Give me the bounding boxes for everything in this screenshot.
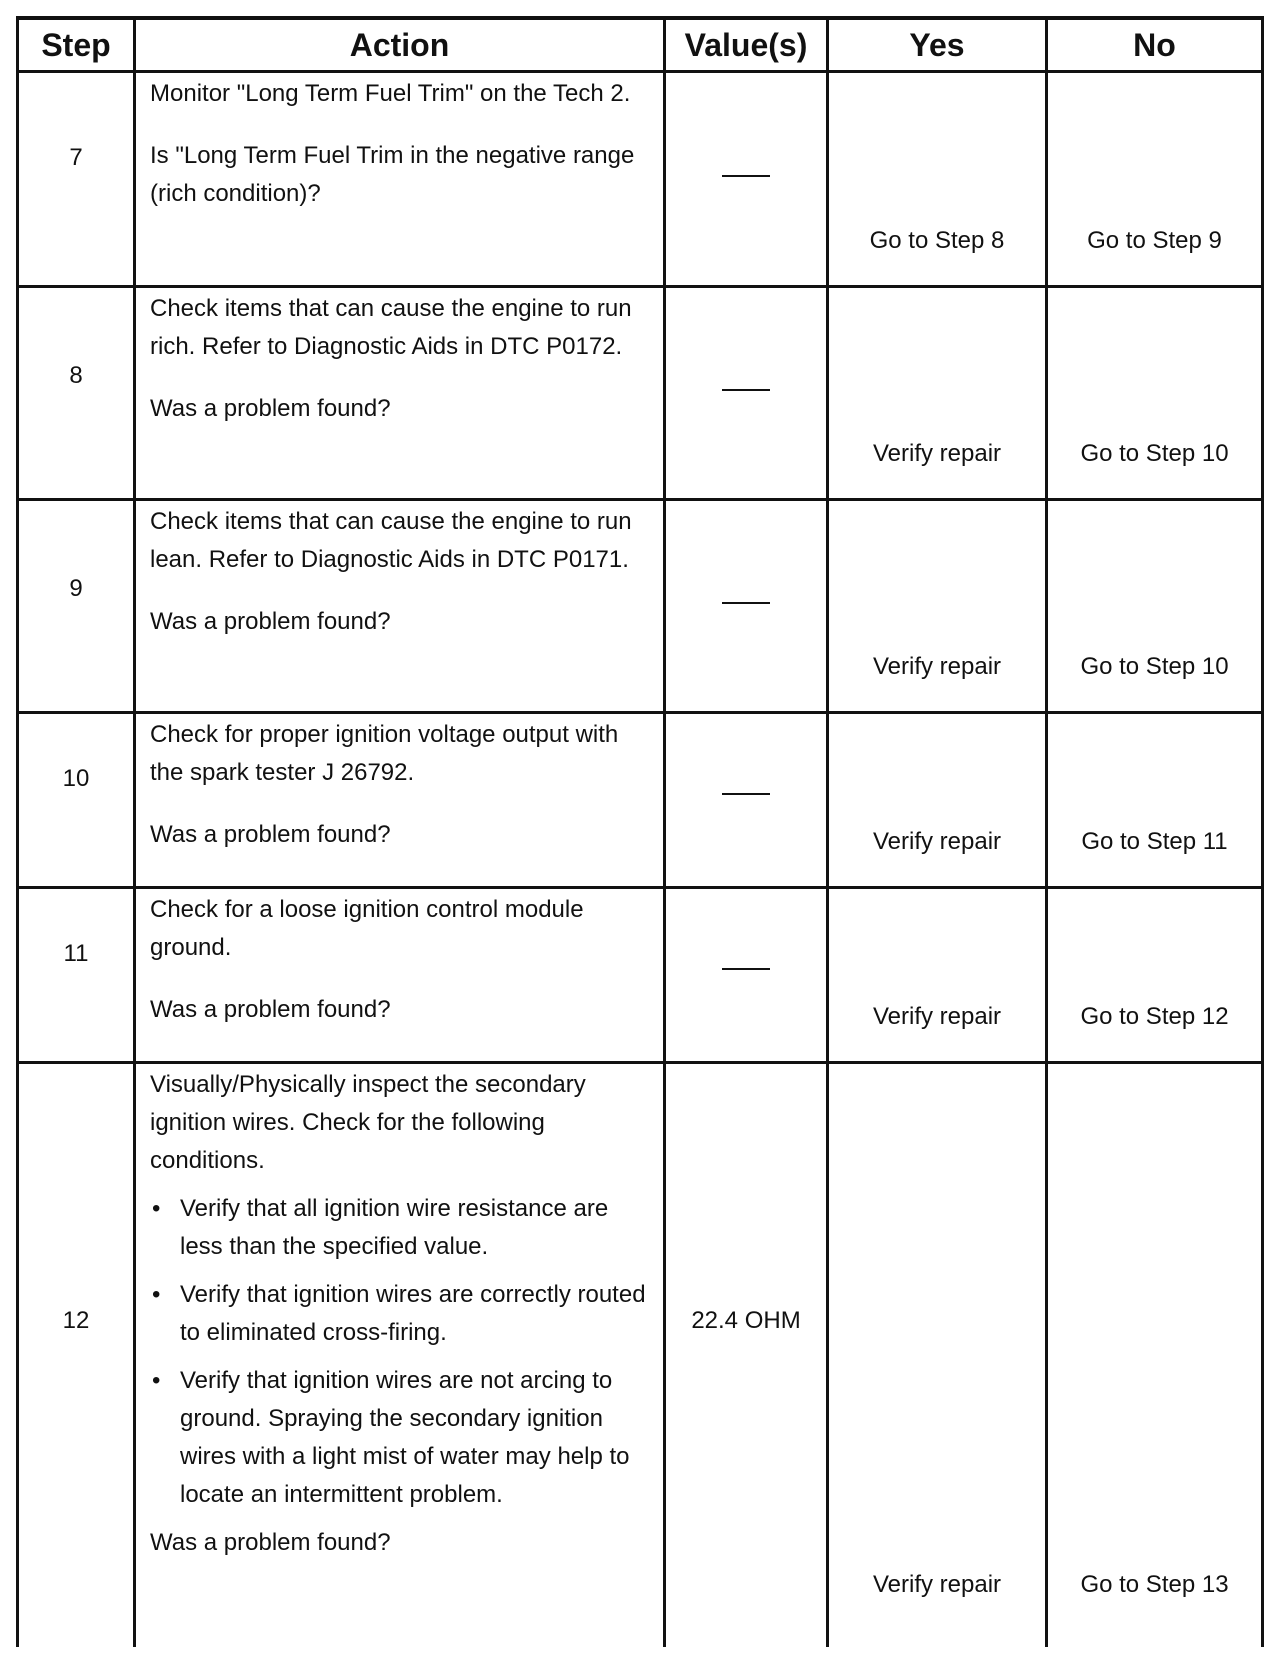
step-number: 7 (69, 143, 83, 171)
no-result: Go to Step 13 (1080, 1571, 1229, 1598)
yes-result: Verify repair (872, 1571, 1002, 1598)
value-dash (722, 968, 770, 970)
value-dash (722, 175, 770, 177)
step-number: 9 (69, 575, 83, 603)
no-result: Go to Step 11 (1081, 828, 1228, 855)
yes-result: Go to Step 8 (869, 227, 1005, 254)
yes-result: Verify repair (872, 653, 1002, 680)
list-item: • Verify that ignition wires are correctly routed to eliminated cross-firing. (150, 1276, 649, 1352)
no-result: Go to Step 12 (1080, 1003, 1229, 1030)
header-action: Action (133, 20, 663, 70)
no-result: Go to Step 9 (1087, 227, 1222, 254)
step-number: 8 (69, 362, 83, 390)
yes-result: Verify repair (872, 828, 1002, 855)
action-text: Check items that can cause the engine to run lean. Refer to Diagnostic Aids in DTC P0171. (150, 508, 632, 573)
table-row (16, 501, 1264, 714)
diagnostic-table (16, 16, 1264, 1647)
header-no: No (1045, 20, 1264, 70)
table-row (16, 73, 1264, 288)
table-row (16, 714, 1264, 889)
action-question: Was a problem found? (150, 395, 391, 422)
action-question: Was a problem found? (150, 608, 391, 635)
table-row (16, 1064, 1264, 1647)
header-yes: Yes (826, 20, 1045, 70)
value-dash (722, 602, 770, 604)
no-result: Go to Step 10 (1080, 653, 1229, 680)
action-text: Check items that can cause the engine to run rich. Refer to Diagnostic Aids in DTC P0172. (150, 295, 632, 360)
yes-result: Verify repair (872, 1003, 1002, 1030)
value-dash (722, 793, 770, 795)
step-number: 12 (62, 1306, 90, 1334)
action-text: Visually/Physically inspect the secondary ignition wires. Check for the following conditions. (150, 1071, 586, 1174)
yes-result: Verify repair (872, 440, 1002, 467)
header-values: Value(s) (663, 20, 826, 70)
action-text: Monitor "Long Term Fuel Trim" on the Tech 2. (150, 80, 631, 107)
step-number: 10 (62, 765, 90, 793)
list-item: • Verify that all ignition wire resistance are less than the specified value. (150, 1190, 649, 1266)
step-number: 11 (63, 940, 89, 968)
table-row (16, 288, 1264, 501)
action-question: Was a problem found? (150, 1529, 391, 1556)
action-question: Is "Long Term Fuel Trim in the negative range (rich condition)? (150, 142, 635, 207)
action-text: Check for a loose ignition control module ground. (150, 896, 584, 961)
no-result: Go to Step 10 (1080, 440, 1229, 467)
header-step: Step (16, 20, 133, 70)
condition-list (150, 1190, 649, 1514)
value-dash (722, 389, 770, 391)
value-text: 22.4 OHM (691, 1306, 801, 1334)
table-row (16, 889, 1264, 1064)
action-text: Check for proper ignition voltage output with the spark tester J 26792. (150, 721, 619, 786)
list-item: • Verify that ignition wires are not arcing to ground. Spraying the secondary ignition wires with a light mist of water may help to locate an intermittent problem. (150, 1362, 649, 1514)
action-question: Was a problem found? (150, 996, 391, 1023)
table-header (16, 16, 1264, 73)
action-question: Was a problem found? (150, 821, 391, 848)
